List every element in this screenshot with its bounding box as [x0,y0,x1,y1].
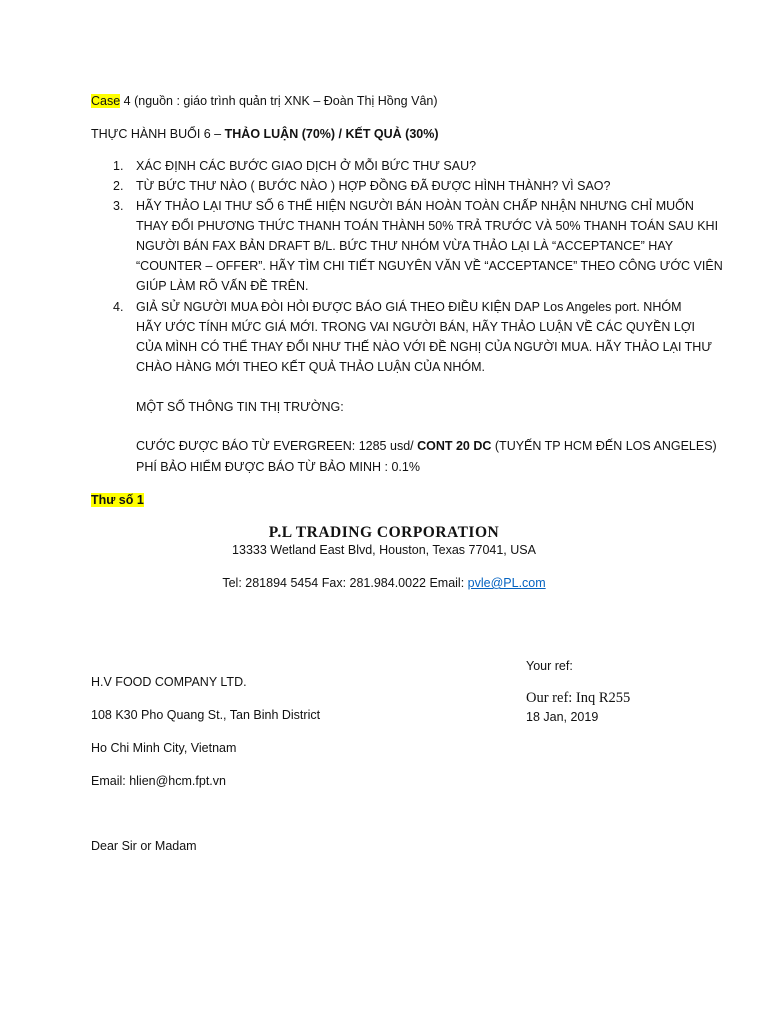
recipient-street: 108 K30 Pho Quang St., Tan Binh District [91,708,321,722]
question-3-number: 3. [113,199,124,213]
market-heading: MỘT SỐ THÔNG TIN THỊ TRƯỜNG: [136,400,344,414]
question-4-line-4: CHÀO HÀNG MỚI THEO KẾT QUẢ THẢO LUẬN CỦA NHÓM. [136,360,485,374]
question-4-line-3: CỦA MÌNH CÓ THỂ THAY ĐỔI NHƯ THẾ NÀO VỚI ĐỀ NGHỊ CỦA NGƯỜI MUA. HÃY THẢO LẠI THƯ [136,340,713,354]
case-label: Case [91,94,121,108]
your-ref: Your ref: [526,659,573,673]
question-3-line-3: NGƯỜI BÁN FAX BẢN DRAFT B/L. BỨC THƯ NHÓM VỪA THẢO LẠI LÀ “ACCEPTANCE” HAY [136,239,674,253]
question-4-line-2: HÃY ƯỚC TÍNH MỨC GIÁ MỚI. TRONG VAI NGƯỜI BÁN, HÃY THẢO LUẬN VỀ CÁC QUYỀN LỢI [136,320,696,334]
salutation: Dear Sir or Madam [91,839,197,853]
company-name: P.L TRADING CORPORATION [268,524,500,541]
recipient-email: Email: hlien@hcm.fpt.vn [91,774,226,788]
company-contact [0,576,768,590]
question-3-line-2: THAY ĐỔI PHƯƠNG THỨC THANH TOÁN THÀNH 50% TRẢ TRƯỚC VÀ 50% THANH TOÁN SAU KHI [136,219,719,233]
question-3-line-5: GIÚP LÀM RÕ VẤN ĐỀ TRÊN. [136,279,309,293]
question-2-line-1: TỪ BỨC THƯ NÀO ( BƯỚC NÀO ) HỢP ĐỒNG ĐÃ ĐƯỢC HÌNH THÀNH? VÌ SAO? [136,179,611,193]
session-title [91,127,439,141]
case-line [91,94,438,108]
letter-label [91,493,144,507]
freight-text: CƯỚC ĐƯỢC BÁO TỪ EVERGREEN: 1285 usd/ [136,439,418,453]
freight-route: (TUYẾN TP HCM ĐẾN LOS ANGELES) [491,439,717,453]
container-type: CONT 20 DC [417,439,492,453]
contact-text: Tel: 281894 5454 Fax: 281.984.0022 Email: [222,576,468,590]
recipient-city: Ho Chi Minh City, Vietnam [91,741,237,755]
question-3-line-1: HÃY THẢO LẠI THƯ SỐ 6 THỂ HIỆN NGƯỜI BÁN HOÀN TOÀN CHẤP NHẬN NHƯNG CHỈ MUỐN [136,199,694,213]
letter-date: 18 Jan, 2019 [526,710,599,724]
question-4-number: 4. [113,300,124,314]
question-4-line-1: GIẢ SỬ NGƯỜI MUA ĐÒI HỎI ĐƯỢC BÁO GIÁ THEO ĐIỀU KIỆN DAP Los Angeles port. NHÓM [136,300,682,314]
question-3-line-4: “COUNTER – OFFER”. HÃY TÌM CHI TIẾT NGUYÊN VĂN VỀ “ACCEPTANCE” THEO CÔNG ƯỚC VIÊN [136,259,723,273]
case-source: 4 (nguồn : giáo trình quản trị XNK – Đoàn Thị Hồng Vân) [120,94,438,108]
freight-line [136,439,717,453]
letter-label-text: Thư số 1 [91,493,144,507]
our-ref: Our ref: Inq R255 [526,690,631,706]
question-1-number: 1. [113,159,124,173]
insurance-line: PHÍ BẢO HIỂM ĐƯỢC BÁO TỪ BẢO MINH : 0.1% [136,460,420,474]
session-title-b: THẢO LUẬN (70%) / KẾT QUẢ (30%) [224,127,439,141]
recipient-company: H.V FOOD COMPANY LTD. [91,675,247,689]
session-title-a: THỰC HÀNH BUỔI 6 – [91,127,225,141]
question-1-line-1: XÁC ĐỊNH CÁC BƯỚC GIAO DỊCH Ở MỖI BỨC THƯ SAU? [136,159,477,173]
question-2-number: 2. [113,179,124,193]
company-address: 13333 Wetland East Blvd, Houston, Texas 77041, USA [232,543,536,557]
company-email-link[interactable]: pvle@PL.com [467,576,546,590]
